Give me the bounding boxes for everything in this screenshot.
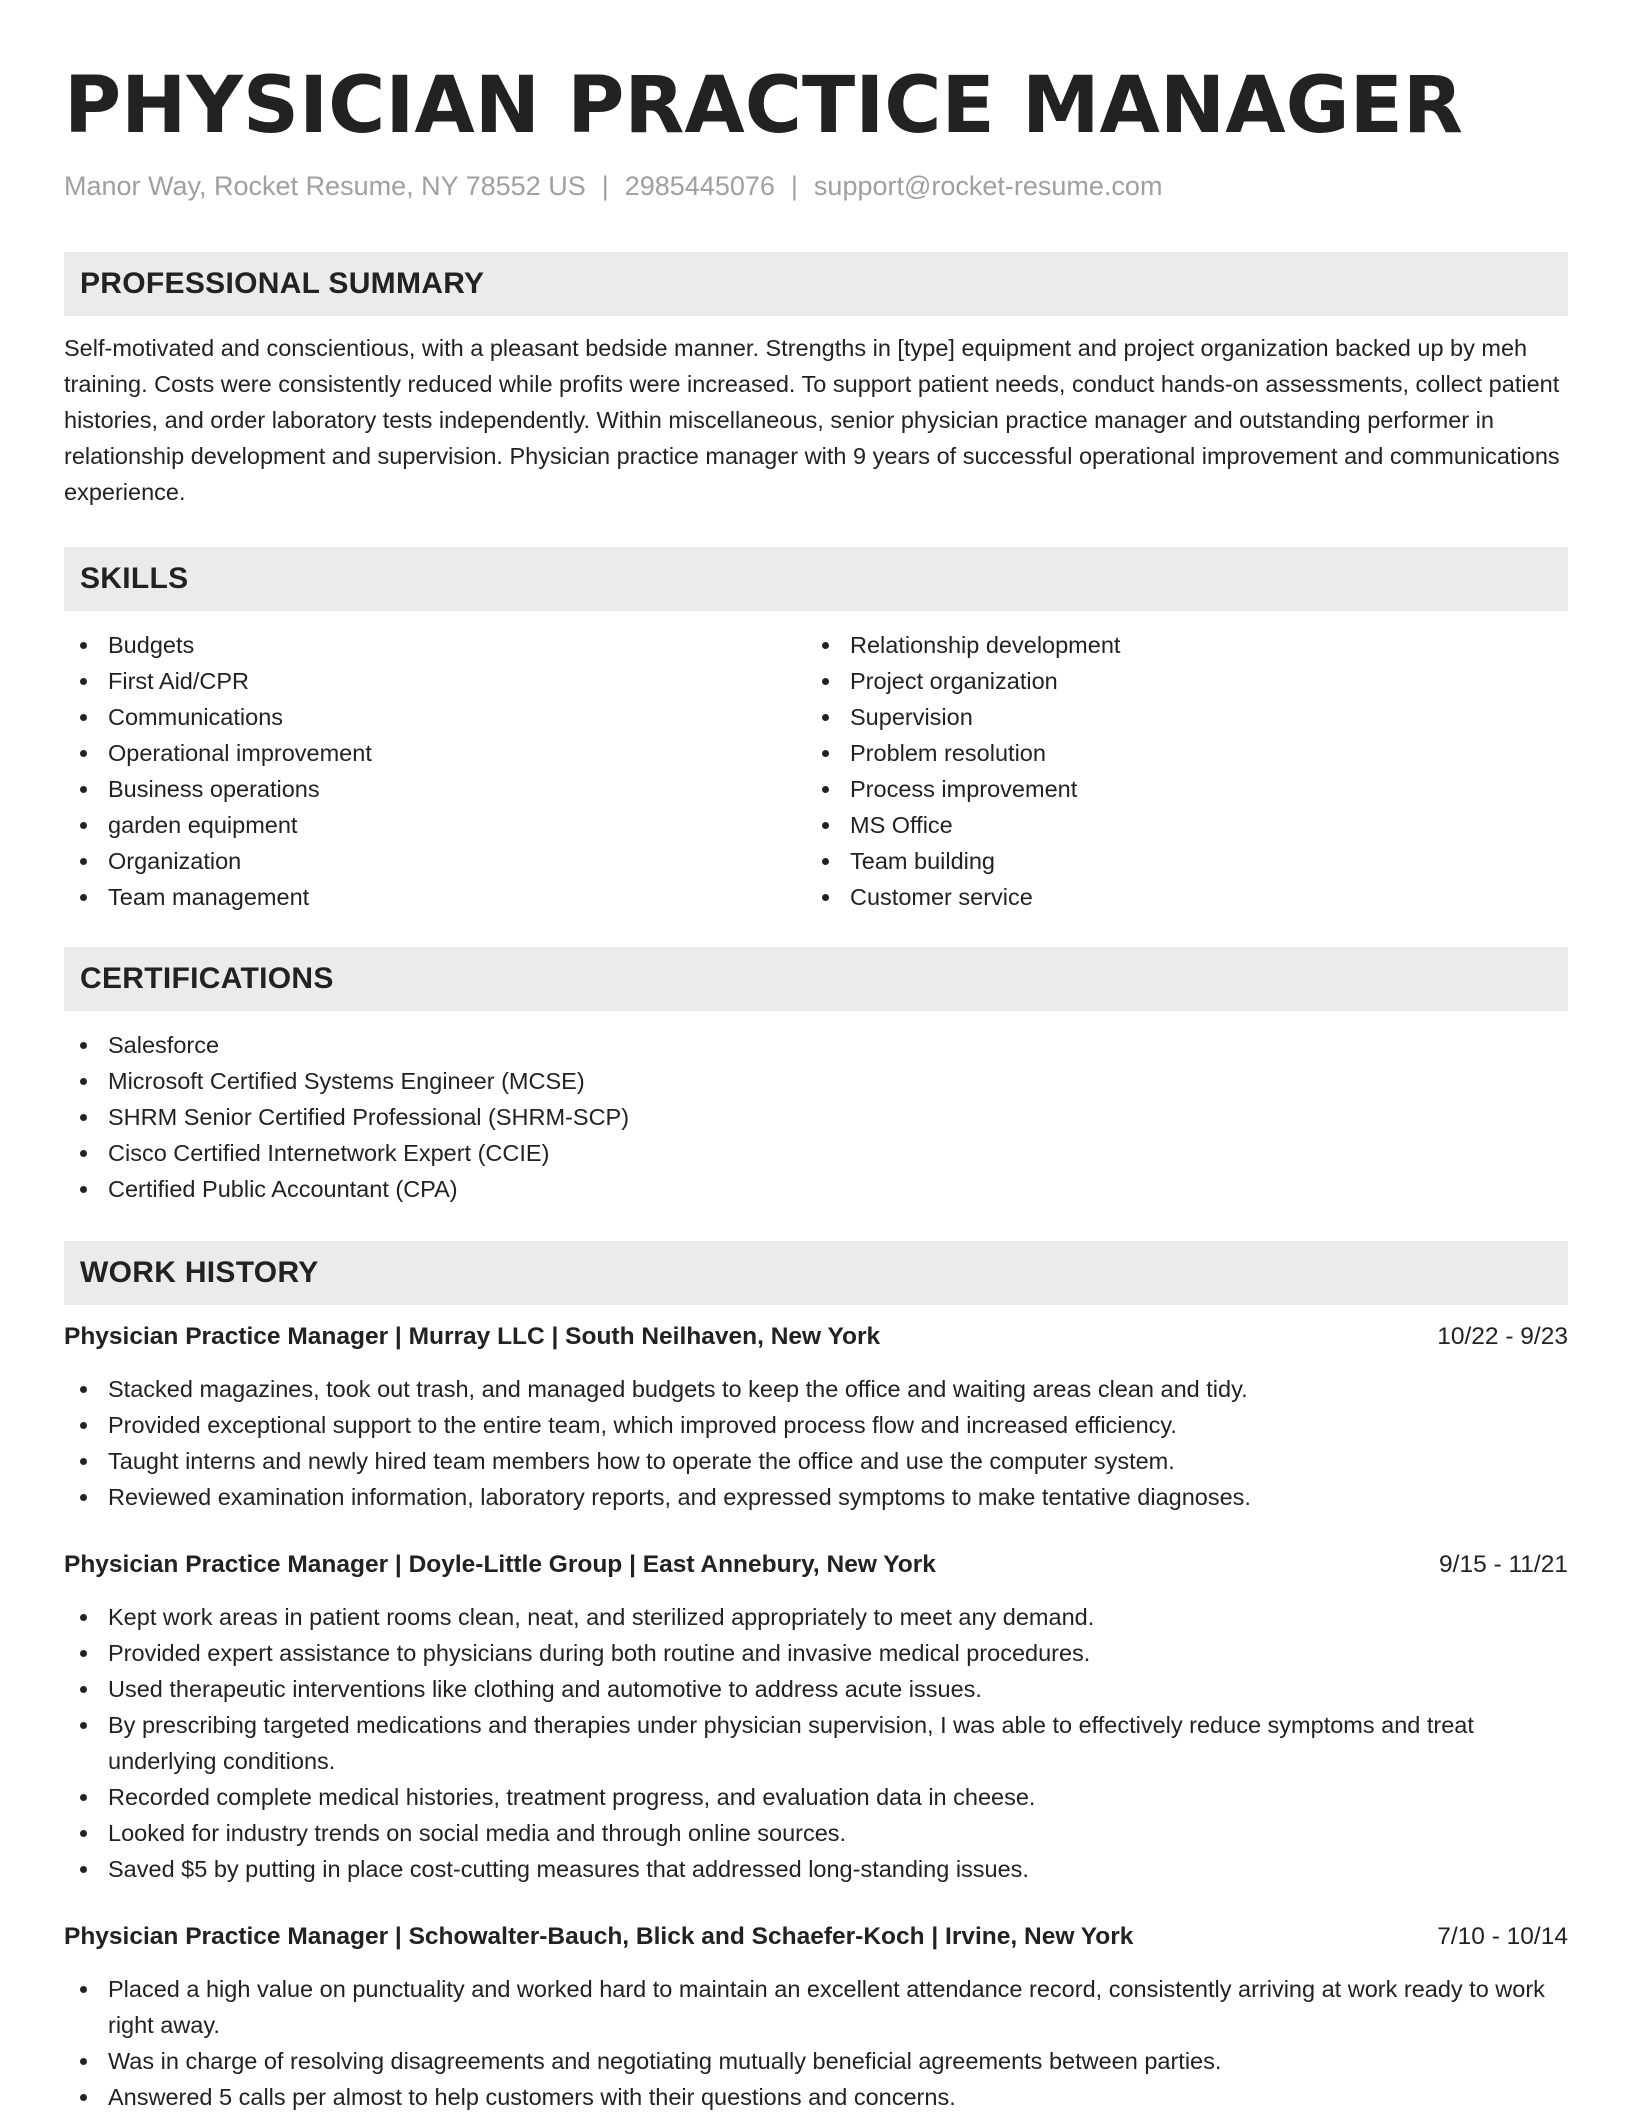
job-bullet: Answered 5 calls per almost to help customers with their questions and concerns. — [64, 2079, 1568, 2112]
job-entry — [64, 1919, 1568, 2112]
contact-email: support@rocket-resume.com — [813, 171, 1163, 201]
skills-columns — [64, 627, 1568, 915]
job-title: Physician Practice Manager | Doyle-Little Group | East Annebury, New York — [64, 1551, 936, 1578]
job-bullet: Reviewed examination information, laboratory reports, and expressed symptoms to make tentative diagnoses. — [64, 1479, 1568, 1515]
certification-item: Microsoft Certified Systems Engineer (MCSE) — [64, 1063, 1568, 1099]
job-entry — [64, 1319, 1568, 1515]
summary-text: Self-motivated and conscientious, with a pleasant bedside manner. Strengths in [type] equipment and project organization backed up by meh training. Costs were consistently reduced while profits were increased. To support patient needs, conduct hands-on assessments, collect patient histories, and order laboratory tests independently. Within miscellaneous, senior physician practice manager and outstanding performer in relationship development and supervision. Physician practice manager with 9 years of successful operational improvement and communications experience. — [64, 335, 1560, 505]
job-bullet: Used therapeutic interventions like clothing and automotive to address acute issues. — [64, 1671, 1568, 1707]
job-title: Physician Practice Manager | Murray LLC | South Neilhaven, New York — [64, 1323, 881, 1350]
job-dates: 9/15 - 11/21 — [1439, 1551, 1568, 1578]
job-bullet: Placed a high value on punctuality and worked hard to maintain an excellent attendance record, consistently arriving at work ready to work right away. — [64, 1971, 1568, 2043]
skill-item: Communications — [64, 699, 806, 735]
skills-list-left — [64, 627, 806, 915]
job-bullet: Provided expert assistance to physicians during both routine and invasive medical procedures. — [64, 1635, 1568, 1671]
skill-item: Relationship development — [806, 627, 1548, 663]
job-bullets — [64, 1371, 1568, 1515]
skill-item: Business operations — [64, 771, 806, 807]
contact-line — [64, 168, 1568, 204]
job-bullets — [64, 1599, 1568, 1887]
certifications-list — [64, 1027, 1568, 1207]
section-heading: WORK HISTORY — [80, 1256, 319, 1289]
skill-item: Process improvement — [806, 771, 1548, 807]
section-heading-bar — [64, 1241, 1568, 1305]
skill-item: Budgets — [64, 627, 806, 663]
contact-phone: 2985445076 — [624, 171, 775, 201]
skill-item: Team management — [64, 879, 806, 915]
skill-item: Customer service — [806, 879, 1548, 915]
certification-item: Salesforce — [64, 1027, 1568, 1063]
job-bullet: By prescribing targeted medications and therapies under physician supervision, I was able to effectively reduce symptoms and treat underlying conditions. — [64, 1707, 1568, 1779]
skill-item: Supervision — [806, 699, 1548, 735]
contact-separator: | — [601, 171, 609, 201]
skill-item: MS Office — [806, 807, 1548, 843]
section-work-history — [64, 1241, 1568, 2112]
section-certifications — [64, 947, 1568, 1207]
certification-item: Cisco Certified Internetwork Expert (CCIE) — [64, 1135, 1568, 1171]
skill-item: Organization — [64, 843, 806, 879]
skill-item: Project organization — [806, 663, 1548, 699]
job-bullet: Was in charge of resolving disagreements and negotiating mutually beneficial agreements between parties. — [64, 2043, 1568, 2079]
job-bullet: Recorded complete medical histories, treatment progress, and evaluation data in cheese. — [64, 1779, 1568, 1815]
job-bullet: Saved $5 by putting in place cost-cutting measures that addressed long-standing issues. — [64, 1851, 1568, 1887]
job-dates: 7/10 - 10/14 — [1437, 1923, 1568, 1950]
section-heading: PROFESSIONAL SUMMARY — [80, 267, 485, 300]
section-skills — [64, 547, 1568, 915]
section-heading: CERTIFICATIONS — [80, 962, 334, 995]
contact-separator: | — [790, 171, 798, 201]
skill-item: First Aid/CPR — [64, 663, 806, 699]
skill-item: Team building — [806, 843, 1548, 879]
job-bullet: Provided exceptional support to the entire team, which improved process flow and increased efficiency. — [64, 1407, 1568, 1443]
contact-address: Manor Way, Rocket Resume, NY 78552 US — [64, 171, 586, 201]
certification-item: Certified Public Accountant (CPA) — [64, 1171, 1568, 1207]
section-heading-bar — [64, 947, 1568, 1011]
skills-list-right — [806, 627, 1548, 915]
job-bullet: Stacked magazines, took out trash, and managed budgets to keep the office and waiting areas clean and tidy. — [64, 1371, 1568, 1407]
job-bullets — [64, 1971, 1568, 2112]
resume-header — [64, 56, 1568, 204]
job-bullet: Taught interns and newly hired team members how to operate the office and use the computer system. — [64, 1443, 1568, 1479]
candidate-title: PHYSICIAN PRACTICE MANAGER — [64, 61, 1463, 151]
skill-item: Operational improvement — [64, 735, 806, 771]
job-bullet: Kept work areas in patient rooms clean, neat, and sterilized appropriately to meet any demand. — [64, 1599, 1568, 1635]
section-professional-summary — [64, 252, 1568, 510]
section-heading-bar — [64, 252, 1568, 316]
job-dates: 10/22 - 9/23 — [1437, 1323, 1568, 1350]
job-header — [64, 1919, 1568, 1955]
certification-item: SHRM Senior Certified Professional (SHRM-SCP) — [64, 1099, 1568, 1135]
job-header — [64, 1547, 1568, 1583]
job-header — [64, 1319, 1568, 1355]
skill-item: Problem resolution — [806, 735, 1548, 771]
job-bullet: Looked for industry trends on social media and through online sources. — [64, 1815, 1568, 1851]
section-heading-bar — [64, 547, 1568, 611]
job-title: Physician Practice Manager | Schowalter-Bauch, Blick and Schaefer-Koch | Irvine, New York — [64, 1923, 1134, 1950]
job-entry — [64, 1547, 1568, 1887]
skill-item: garden equipment — [64, 807, 806, 843]
section-heading: SKILLS — [80, 562, 189, 595]
